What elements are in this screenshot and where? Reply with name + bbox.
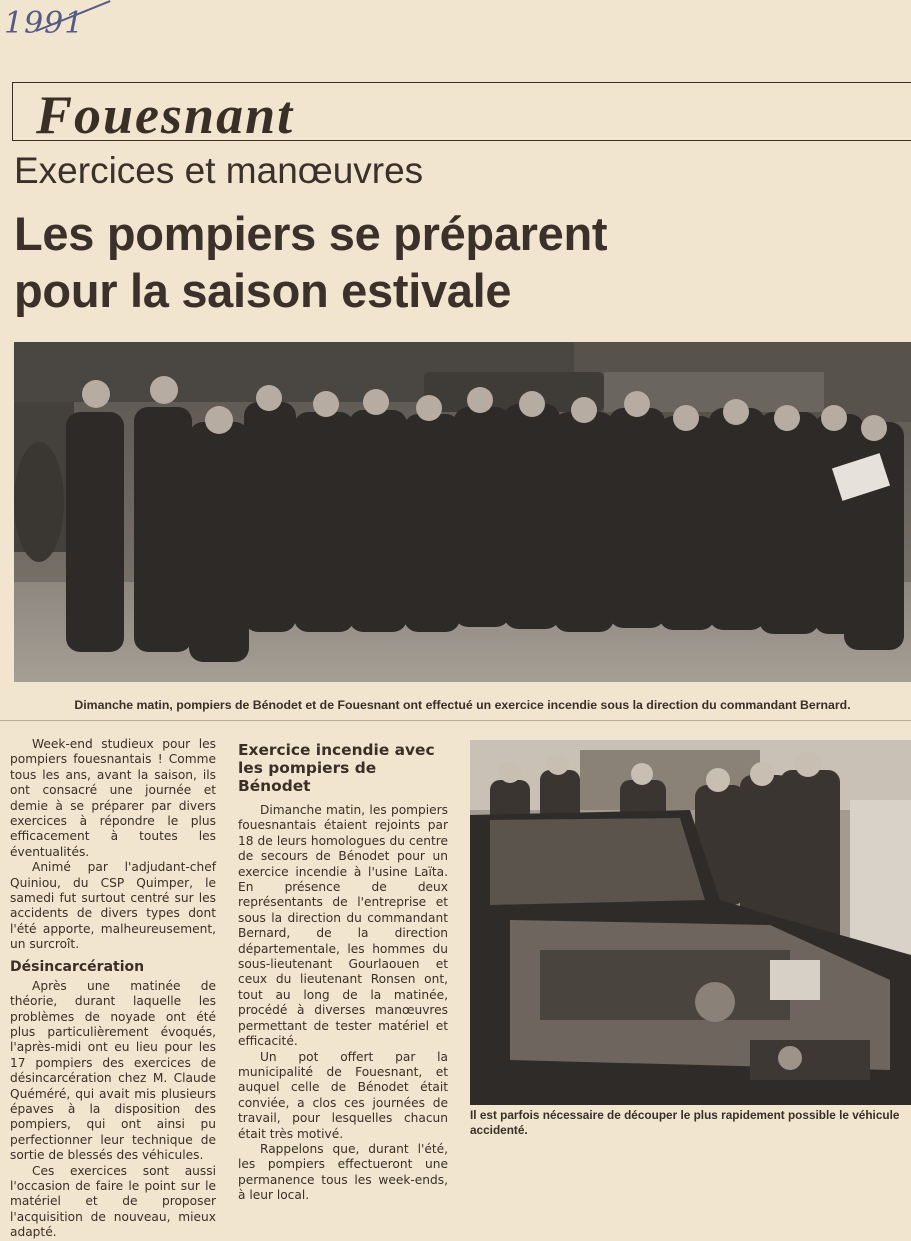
- headline-line-1: Les pompiers se préparent: [14, 207, 608, 260]
- col1-subhead: Désincarcération: [10, 958, 145, 975]
- col1-paragraph-2: Animé par l'adjudant-chef Quiniou, du CSP Quimper, le samedi fut surtout centré sur les accidents de divers types dont l'été apporte, malheureusement, un surcroît.: [10, 860, 216, 952]
- group-photo-image: [14, 342, 911, 682]
- extrication-photo-caption: Il est parfois nécessaire de découper le plus rapidement possible le véhicule accidenté.: [470, 1108, 900, 1137]
- article-column-1: [10, 737, 216, 1241]
- col2-paragraph-2: Un pot offert par la municipalité de Fouesnant, et auquel celle de Bénodet était conviée, a clos ces journées de travail, pour lesquelles chacun était très motivé.: [238, 1049, 448, 1141]
- col1-paragraph-3: Après une matinée de théorie, durant laquelle les problèmes de noyade ont été plus particulièrement évoqués, l'après-midi ont eu lieu pour les 17 pompiers des exercices de désincarcération chez M. Claude Quéméré, qui avait mis plusieurs épaves à la disposition des pompiers, qui ont ainsi pu perfectionner leur technique de sortie de blessés des véhicules.: [10, 978, 216, 1163]
- section-title: Fouesnant: [36, 85, 295, 145]
- section-rule-top: [12, 82, 911, 83]
- article-column-2: [238, 741, 448, 1204]
- fold-line: [0, 720, 911, 721]
- handwritten-year: 1991: [4, 6, 85, 41]
- section-rule-left: [12, 82, 13, 140]
- article-kicker: Exercices et manœuvres: [14, 150, 424, 191]
- extrication-photo-image: [470, 740, 911, 1105]
- group-photo: [14, 342, 911, 682]
- headline-line-2: pour la saison estivale: [14, 264, 512, 317]
- group-photo-caption: Dimanche matin, pompiers de Bénodet et de Fouesnant ont effectué un exercice incendie sous la direction du commandant Bernard.: [74, 698, 851, 712]
- col2-paragraph-1: Dimanche matin, les pompiers fouesnantais étaient rejoints par 18 de leurs homologues du centre de secours de Bénodet pour un exercice incendie à l'usine Laïta. En présence de deux représentants de l'entreprise et sous la direction du commandant Bernard, de la direction départementale, les hommes du sous-lieutenant Gourlaouen et ceux du lieutenant Ronsen ont, tout au long de la matinée, procédé à diverses manœuvres permettant de tester matériel et efficacité.: [238, 803, 448, 1049]
- col1-paragraph-4: Ces exercices sont aussi l'occasion de faire le point sur le matériel et de proposer l'acquisition de nouveau, mieux adapté.: [10, 1163, 216, 1240]
- article-headline: [14, 205, 607, 319]
- col2-subhead: Exercice incendie avec les pompiers de Bénodet: [238, 741, 435, 795]
- col1-paragraph-1: Week-end studieux pour les pompiers fouesnantais ! Comme tous les ans, avant la saison, ils ont consacré une journée et demie à se préparer par divers exercices à répondre le plus efficacement à toutes les éventualités.: [10, 737, 216, 859]
- extrication-photo: [470, 740, 911, 1105]
- col2-paragraph-3: Rappelons que, durant l'été, les pompiers effectueront une permanence tous les week-ends, à leur local.: [238, 1141, 448, 1203]
